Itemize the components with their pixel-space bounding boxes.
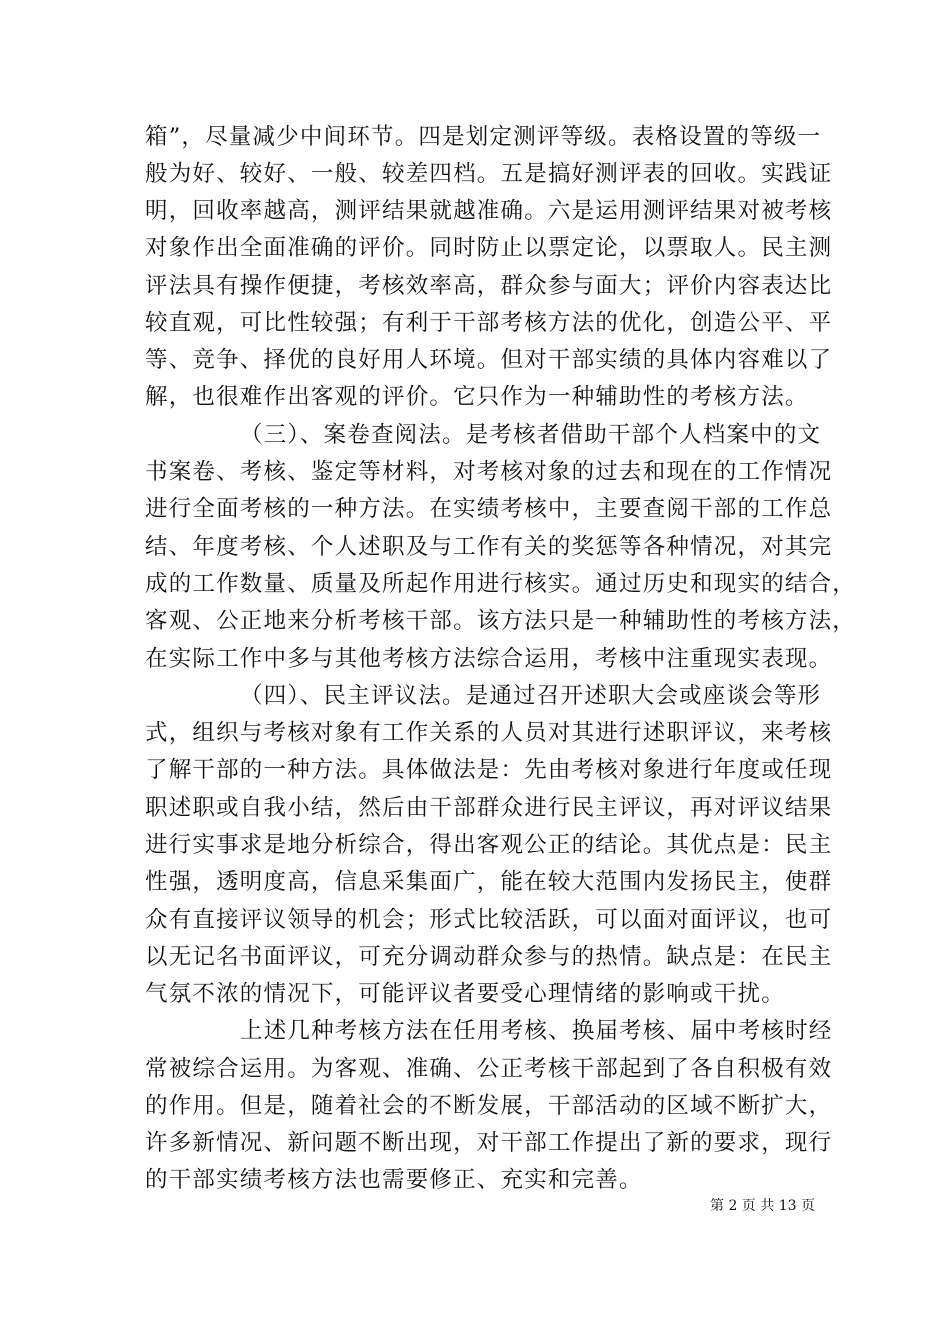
text-line-8: 解，也很难作出客观的评价。它只作为一种辅助性的考核方法。 <box>145 384 809 410</box>
text-line-29: 的干部实绩考核方法也需要修正、充实和完善。 <box>145 1167 643 1193</box>
paragraph-start-summary: 上述几种考核方法在任用考核、换届考核、届中考核时经 <box>240 1018 833 1044</box>
text-line-20: 进行实事求是地分析综合，得出客观公正的结论。其优点是：民主 <box>145 832 833 858</box>
text-line-10: 书案卷、考核、鉴定等材料，对考核对象的过去和现在的工作情况 <box>145 459 833 485</box>
section-heading-4: （四）、民主评议法。是通过召开述职大会或座谈会等形 <box>240 683 822 709</box>
text-line-21: 性强，透明度高，信息采集面广，能在较大范围内发扬民主，使群 <box>145 869 833 895</box>
text-line-12: 结、年度考核、个人述职及与工作有关的奖惩等各种情况，对其完 <box>145 534 833 560</box>
text-line-22: 众有直接评议领导的机会；形式比较活跃，可以面对面评议，也可 <box>145 907 833 933</box>
text-line-26: 常被综合运用。为客观、准确、公正考核干部起到了各自积极有效 <box>145 1056 833 1082</box>
text-line-13: 成的工作数量、质量及所起作用进行核实。通过历史和现实的结合， <box>145 571 857 597</box>
text-line-6: 较直观，可比性较强；有利于干部考核方法的优化，创造公平、平 <box>145 310 833 336</box>
text-line-3: 明，回收率越高，测评结果就越准确。六是运用测评结果对被考核 <box>145 198 833 224</box>
text-line-15: 在实际工作中多与其他考核方法综合运用，考核中注重现实表现。 <box>145 646 833 672</box>
text-line-4: 对象作出全面准确的评价。同时防止以票定论，以票取人。民主测 <box>145 235 833 261</box>
text-line-24: 气氛不浓的情况下，可能评议者要受心理情绪的影响或干扰。 <box>145 981 785 1007</box>
text-line-5: 评法具有操作便捷，考核效率高，群众参与面大；评价内容表达比 <box>145 273 833 299</box>
page-number-footer: 第 2 页 共 13 页 <box>710 1198 815 1214</box>
text-line-23: 以无记名书面评议，可充分调动群众参与的热情。缺点是：在民主 <box>145 944 833 970</box>
text-line-11: 进行全面考核的一种方法。在实绩考核中，主要查阅干部的工作总 <box>145 496 833 522</box>
text-line-18: 了解干部的一种方法。具体做法是：先由考核对象进行年度或任现 <box>145 757 833 783</box>
text-line-19: 职述职或自我小结，然后由干部群众进行民主评议，再对评议结果 <box>145 795 833 821</box>
text-line-14: 客观、公正地来分析考核干部。该方法只是一种辅助性的考核方法， <box>145 608 857 634</box>
text-line-2: 般为好、较好、一般、较差四档。五是搞好测评表的回收。实践证 <box>145 161 833 187</box>
text-line-27: 的作用。但是，随着社会的不断发展，干部活动的区域不断扩大， <box>145 1093 833 1119</box>
text-line-1: 箱”，尽量减少中间环节。四是划定测评等级。表格设置的等级一 <box>145 124 822 150</box>
text-line-17: 式，组织与考核对象有工作关系的人员对其进行述职评议，来考核 <box>145 720 833 746</box>
section-heading-3: （三）、案卷查阅法。是考核者借助干部个人档案中的文 <box>240 422 822 448</box>
text-line-28: 许多新情况、新问题不断出现，对干部工作提出了新的要求，现行 <box>145 1130 833 1156</box>
text-line-7: 等、竞争、择优的良好用人环境。但对干部实绩的具体内容难以了 <box>145 347 833 373</box>
